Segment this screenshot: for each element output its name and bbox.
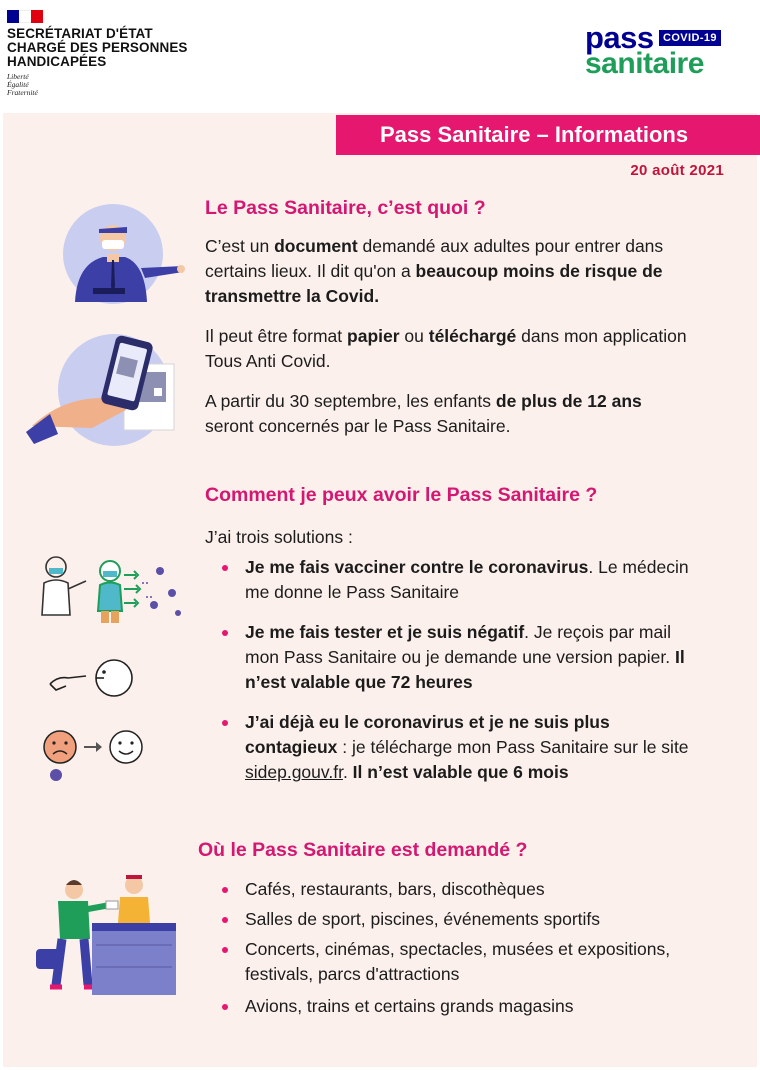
text-run: seront concernés par le Pass Sanitaire. [205, 416, 511, 436]
text-run-bold: papier [347, 326, 400, 346]
section2-intro: J’ai trois solutions : [205, 527, 353, 547]
government-block [7, 10, 188, 97]
section1-paragraph-2 [205, 324, 695, 374]
list-item [205, 620, 705, 695]
text-run-bold: J’ai déjà eu le coronavirus et je ne suis plus contagieux [245, 712, 610, 757]
marianne-flag-icon [7, 10, 43, 23]
page-header [0, 0, 760, 112]
pass-sanitaire-logo [585, 20, 725, 84]
section2-heading: Comment je peux avoir le Pass Sanitaire ? [205, 484, 598, 506]
text-run: . Le médecin me donne le Pass Sanitaire [245, 557, 689, 602]
text-run-bold: téléchargé [428, 326, 517, 346]
places-list [205, 877, 705, 1019]
text-run: C’est un [205, 236, 275, 256]
text-run-bold: Je me fais tester et je suis négatif [245, 622, 525, 642]
publication-date: 20 août 2021 [630, 162, 724, 179]
solutions-list [205, 555, 705, 785]
recovery-illustration [40, 727, 150, 787]
text-run: A partir du 30 septembre, les enfants [205, 391, 496, 411]
text-run-bold: document [274, 236, 358, 256]
list-item [205, 710, 705, 785]
list-item: Concerts, cinémas, spectacles, musées et expositions, festivals, parcs d'attractions [205, 937, 705, 987]
text-run: : je télécharge mon Pass Sanitaire sur le site [337, 737, 689, 757]
text-run-bold: Il n’est valable que 72 heures [245, 647, 685, 692]
ministry-name: SECRÉTARIAT D'ÉTAT CHARGÉ DES PERSONNES HANDICAPÉES [7, 26, 188, 69]
text-run: ou [399, 326, 429, 346]
text-run-bold: beaucoup moins de risque de transmettre la Covid. [205, 261, 663, 306]
section1-paragraph-3 [205, 389, 695, 439]
text-run: dans mon application Tous Anti Covid. [205, 326, 687, 371]
section1-paragraph-1 [205, 234, 705, 309]
text-run: . Je reçois par mail mon Pass Sanitaire ou je demande une version papier. [245, 622, 675, 667]
sidep-link[interactable]: sidep.gouv.fr [245, 762, 343, 782]
list-item: Cafés, restaurants, bars, discothèques [205, 877, 705, 902]
text-run: . [342, 762, 353, 782]
section1-heading: Le Pass Sanitaire, c’est quoi ? [205, 197, 486, 219]
list-item [205, 555, 705, 605]
republic-motto: Liberté Égalité Fraternité [7, 72, 38, 97]
logo-covid-badge: COVID-19 [659, 30, 721, 46]
section3-heading: Où le Pass Sanitaire est demandé ? [198, 839, 528, 861]
list-item: Avions, trains et certains grands magasins [205, 994, 705, 1019]
page-title: Pass Sanitaire – Informations [336, 115, 760, 155]
vaccine-illustration [34, 553, 184, 628]
counter-service-illustration [30, 875, 180, 1000]
test-swab-illustration [46, 656, 136, 700]
text-run: demandé aux adultes pour entrer dans certains lieux. Il dit qu'on a [205, 236, 664, 281]
text-run-bold: Il n’est valable que 6 mois [352, 762, 569, 782]
logo-pass-word: pass [585, 20, 654, 55]
text-run: Il peut être format [205, 326, 348, 346]
controller-illustration [55, 202, 185, 307]
text-run-bold: de plus de 12 ans [495, 391, 642, 411]
logo-sanitaire-word: sanitaire [585, 47, 704, 80]
phone-qr-illustration [22, 328, 182, 448]
list-item: Salles de sport, piscines, événements sportifs [205, 907, 705, 932]
text-run-bold: Je me fais vacciner contre le coronavirus [245, 557, 589, 577]
